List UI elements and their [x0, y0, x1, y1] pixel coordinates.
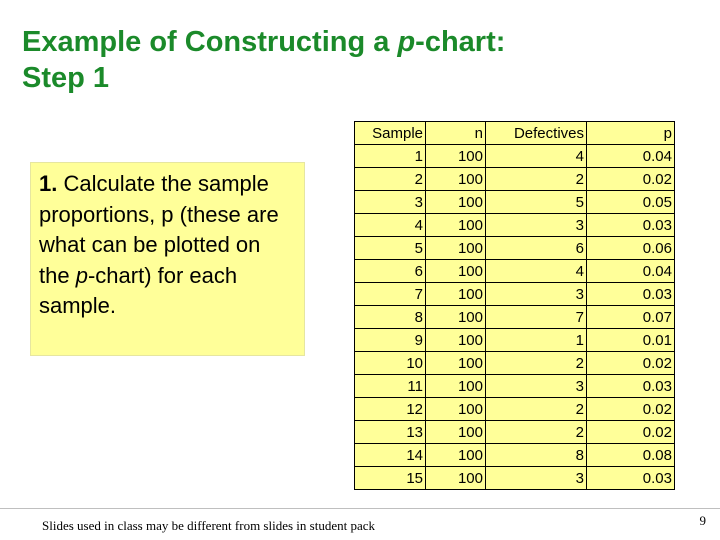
table-header-row — [355, 122, 675, 145]
cell-sample: 1 — [355, 145, 426, 168]
table-row — [355, 214, 675, 237]
table-row — [355, 191, 675, 214]
header-n: n — [426, 122, 486, 145]
cell-defectives: 3 — [486, 375, 587, 398]
cell-defectives: 6 — [486, 237, 587, 260]
cell-n: 100 — [426, 191, 486, 214]
cell-defectives: 4 — [486, 260, 587, 283]
header-defectives: Defectives — [486, 122, 587, 145]
cell-p: 0.02 — [587, 168, 675, 191]
cell-sample: 4 — [355, 214, 426, 237]
cell-p: 0.07 — [587, 306, 675, 329]
cell-p: 0.04 — [587, 260, 675, 283]
cell-n: 100 — [426, 352, 486, 375]
table-row — [355, 375, 675, 398]
sample-data-table — [354, 121, 675, 490]
note-italic-p: p — [75, 262, 88, 288]
cell-defectives: 2 — [486, 398, 587, 421]
cell-p: 0.08 — [587, 444, 675, 467]
cell-defectives: 4 — [486, 145, 587, 168]
table-row — [355, 260, 675, 283]
cell-sample: 2 — [355, 168, 426, 191]
cell-sample: 6 — [355, 260, 426, 283]
cell-p: 0.02 — [587, 398, 675, 421]
cell-sample: 7 — [355, 283, 426, 306]
cell-n: 100 — [426, 467, 486, 490]
cell-sample: 10 — [355, 352, 426, 375]
cell-p: 0.03 — [587, 375, 675, 398]
slide-title — [22, 24, 702, 96]
cell-sample: 8 — [355, 306, 426, 329]
page-number: 9 — [699, 513, 706, 528]
cell-sample: 13 — [355, 421, 426, 444]
cell-defectives: 8 — [486, 444, 587, 467]
cell-sample: 5 — [355, 237, 426, 260]
title-italic-p: p — [397, 26, 416, 58]
cell-n: 100 — [426, 329, 486, 352]
cell-defectives: 2 — [486, 168, 587, 191]
header-p: p — [587, 122, 675, 145]
table-row — [355, 237, 675, 260]
table-row — [355, 283, 675, 306]
title-suffix: -chart: — [415, 26, 506, 58]
cell-n: 100 — [426, 260, 486, 283]
table-row — [355, 444, 675, 467]
cell-p: 0.05 — [587, 191, 675, 214]
cell-sample: 9 — [355, 329, 426, 352]
cell-defectives: 5 — [486, 191, 587, 214]
step-number: 1. — [39, 171, 58, 196]
table-row — [355, 421, 675, 444]
cell-p: 0.03 — [587, 214, 675, 237]
cell-defectives: 7 — [486, 306, 587, 329]
cell-p: 0.02 — [587, 421, 675, 444]
cell-n: 100 — [426, 398, 486, 421]
cell-defectives: 3 — [486, 214, 587, 237]
cell-sample: 11 — [355, 375, 426, 398]
cell-n: 100 — [426, 168, 486, 191]
note-text-1: Calculate the sample proportions, p (these are what can be plotted on the — [39, 171, 279, 288]
note-text-2: -chart) for each sample. — [39, 262, 238, 318]
cell-p: 0.03 — [587, 467, 675, 490]
cell-n: 100 — [426, 444, 486, 467]
cell-n: 100 — [426, 421, 486, 444]
title-line-2: Step 1 — [22, 62, 110, 94]
footer-note: Slides used in class may be different from slides in student pack — [42, 518, 375, 533]
cell-sample: 14 — [355, 444, 426, 467]
instruction-note — [30, 162, 305, 356]
cell-p: 0.04 — [587, 145, 675, 168]
table-body — [355, 145, 675, 490]
title-prefix: Example of Constructing a — [22, 26, 398, 58]
cell-defectives: 3 — [486, 283, 587, 306]
cell-p: 0.02 — [587, 352, 675, 375]
table-row — [355, 168, 675, 191]
cell-p: 0.01 — [587, 329, 675, 352]
cell-sample: 12 — [355, 398, 426, 421]
table-row — [355, 467, 675, 490]
cell-p: 0.06 — [587, 237, 675, 260]
cell-defectives: 2 — [486, 421, 587, 444]
table-row — [355, 145, 675, 168]
cell-sample: 15 — [355, 467, 426, 490]
table-row — [355, 306, 675, 329]
cell-n: 100 — [426, 214, 486, 237]
table-row — [355, 398, 675, 421]
table-row — [355, 352, 675, 375]
footer-divider — [0, 508, 720, 509]
cell-n: 100 — [426, 283, 486, 306]
cell-n: 100 — [426, 375, 486, 398]
cell-defectives: 2 — [486, 352, 587, 375]
table-row — [355, 329, 675, 352]
cell-n: 100 — [426, 306, 486, 329]
cell-defectives: 3 — [486, 467, 587, 490]
cell-p: 0.03 — [587, 283, 675, 306]
cell-n: 100 — [426, 237, 486, 260]
cell-n: 100 — [426, 145, 486, 168]
cell-defectives: 1 — [486, 329, 587, 352]
cell-sample: 3 — [355, 191, 426, 214]
header-sample: Sample — [355, 122, 426, 145]
title-line-1 — [22, 24, 702, 60]
